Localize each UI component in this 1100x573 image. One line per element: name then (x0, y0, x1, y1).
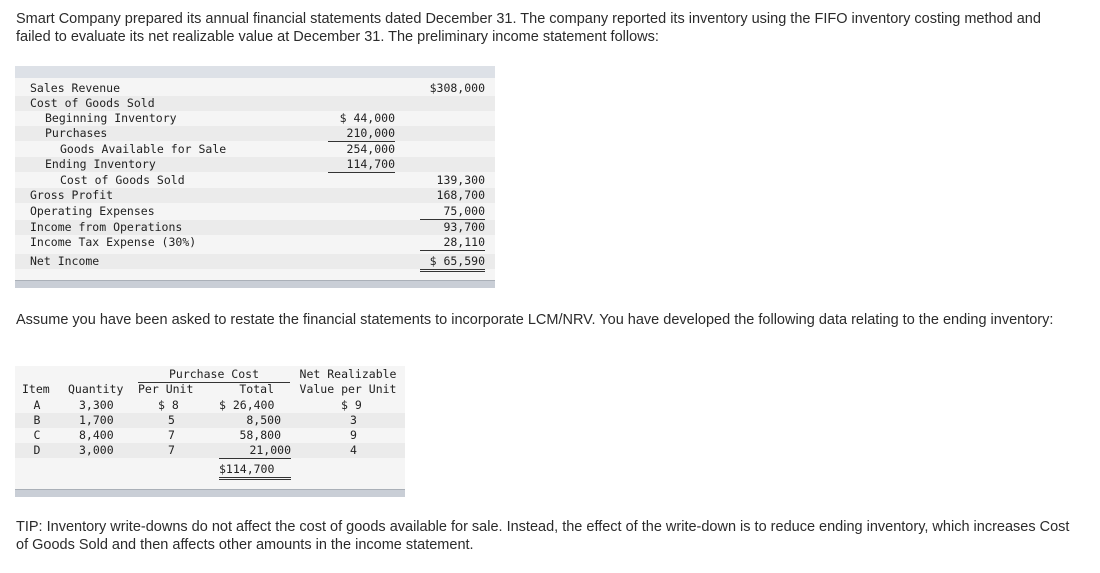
row-amount: $ 65,590 (420, 254, 485, 272)
table-row (15, 188, 495, 203)
row-amount: 168,700 (436, 188, 485, 202)
row-label: Net Income (30, 254, 100, 268)
purchase-cost-group-header: Purchase Cost (138, 367, 290, 383)
row-label: Cost of Goods Sold (60, 173, 185, 187)
table-total-row (15, 462, 405, 477)
cell-quantity: 3,300 (79, 398, 114, 412)
row-label: Operating Expenses (30, 204, 155, 218)
col-header-total: Total (239, 382, 274, 396)
row-label: Gross Profit (30, 188, 114, 202)
cell-per-unit: $ 8 (158, 398, 179, 412)
row-subamount: 210,000 (328, 126, 395, 142)
cell-total: 58,800 (239, 428, 281, 442)
row-label: Purchases (45, 126, 108, 140)
col-header-quantity: Quantity (68, 382, 124, 396)
grand-total: $114,700 (219, 462, 291, 480)
row-label: Income Tax Expense (30%) (30, 235, 197, 249)
cell-per-unit: 5 (168, 413, 175, 427)
row-amount: 93,700 (443, 220, 485, 234)
cell-item: C (33, 428, 41, 442)
col-header-nrv: Value per Unit (299, 382, 397, 396)
row-label: Cost of Goods Sold (30, 96, 155, 110)
cell-total: 8,500 (246, 413, 281, 427)
cell-per-unit: 7 (168, 443, 175, 457)
row-label: Beginning Inventory (45, 111, 177, 125)
table-column-header-row (15, 382, 405, 397)
table-row (15, 126, 495, 141)
row-amount: 28,110 (420, 235, 485, 251)
cell-quantity: 8,400 (79, 428, 114, 442)
row-amount: 75,000 (420, 204, 485, 220)
table-group-header-row (15, 367, 405, 382)
cell-nrv: 3 (350, 413, 357, 427)
table-row (15, 142, 495, 157)
table-row (15, 398, 405, 413)
cell-quantity: 3,000 (79, 443, 114, 457)
tip-paragraph: TIP: Inventory write-downs do not affect the cost of goods available for sale. Instead, the effect of the write-down is to reduce ending inventory, which increases Cost of Goods Sold and then affects other amounts in the income statement. (16, 519, 1070, 553)
table-footer-bar (15, 489, 405, 497)
intro-paragraph: Smart Company prepared its annual financial statements dated December 31. The company reported its inventory using the FIFO inventory costing method and failed to evaluate its net realizable value at December 31. The preliminary income statement follows: (16, 11, 1041, 45)
table-footer-bar (15, 280, 495, 288)
row-amount: 139,300 (436, 173, 485, 187)
table-row (15, 81, 495, 96)
table-row (15, 413, 405, 428)
cell-quantity: 1,700 (79, 413, 114, 427)
row-label: Sales Revenue (30, 81, 121, 95)
table-row (15, 96, 495, 111)
nrv-group-header: Net Realizable (299, 367, 397, 381)
cell-per-unit: 7 (168, 428, 175, 442)
table-row (15, 220, 495, 235)
cell-item: D (33, 443, 41, 457)
col-header-item: Item (22, 382, 50, 396)
table-row (15, 443, 405, 458)
cell-total: 21,000 (219, 443, 291, 459)
cell-nrv: 4 (350, 443, 357, 457)
row-subamount: 114,700 (328, 157, 395, 173)
row-label: Goods Available for Sale (60, 142, 227, 156)
table-row (15, 204, 495, 219)
cell-item: B (33, 413, 41, 427)
cell-nrv: $ 9 (341, 398, 362, 412)
cell-total: $ 26,400 (219, 398, 275, 412)
row-subamount: $ 44,000 (339, 111, 395, 125)
col-header-per-unit: Per Unit (138, 382, 194, 396)
inventory-table (15, 366, 405, 496)
row-label: Income from Operations (30, 220, 183, 234)
table-row (15, 254, 495, 269)
row-amount: $308,000 (429, 81, 485, 95)
income-statement-table (15, 66, 495, 287)
table-row (15, 157, 495, 172)
middle-paragraph: Assume you have been asked to restate the financial statements to incorporate LCM/NRV. You have developed the following data relating to the ending inventory: (16, 312, 1054, 328)
cell-item: A (33, 398, 41, 412)
row-subamount: 254,000 (346, 142, 395, 156)
table-row (15, 173, 495, 188)
row-label: Ending Inventory (45, 157, 156, 171)
table-row (15, 235, 495, 250)
table-row (15, 111, 495, 126)
table-row (15, 428, 405, 443)
cell-nrv: 9 (350, 428, 357, 442)
table-header-bar (15, 66, 495, 78)
